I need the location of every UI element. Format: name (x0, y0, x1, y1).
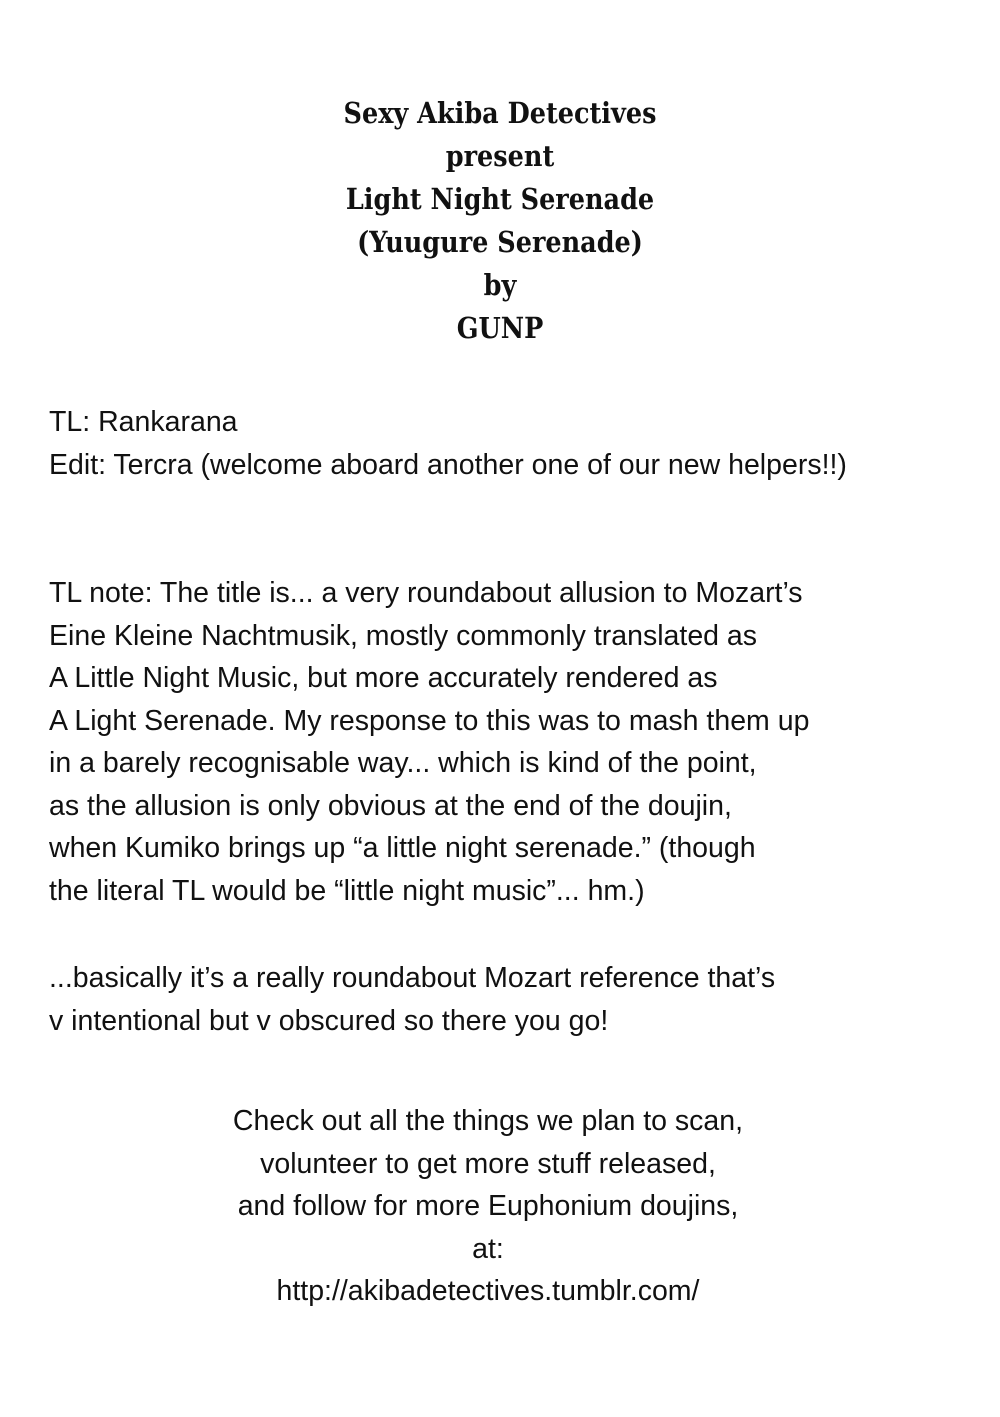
tl-note-line: Eine Kleine Nachtmusik, mostly commonly translated as (49, 619, 758, 652)
footer-line: volunteer to get more stuff released, (260, 1147, 716, 1180)
original-title: (Yuugure Serenade) (357, 225, 643, 259)
footer-line: at: (472, 1232, 504, 1265)
tl-note-line: in a barely recognisable way... which is kind of the point, (49, 747, 757, 779)
summary-line: ...basically it’s a really roundabout Mozart reference that’s (49, 962, 776, 994)
present-line: present (445, 139, 555, 173)
doujin-title: Light Night Serenade (345, 182, 655, 216)
tl-note-line: as the allusion is only obvious at the end of the doujin, (49, 789, 732, 822)
footer-line: Check out all the things we plan to scan, (232, 1105, 744, 1137)
credits-block (49, 401, 989, 486)
tl-note-line: TL note: The title is... a very roundabout allusion to Mozart’s (49, 577, 803, 609)
group-name: Sexy Akiba Detectives (343, 96, 657, 130)
tl-note-line: A Little Night Music, but more accurately rendered as (49, 662, 718, 694)
author-name: GUNP (456, 311, 544, 345)
summary-paragraph (49, 957, 989, 1042)
tumblr-link: http://akibadetectives.tumblr.com/ (276, 1275, 700, 1307)
footer-line: and follow for more Euphonium doujins, (237, 1190, 739, 1222)
tl-note-line: A Light Serenade. My response to this was to mash them up (49, 704, 810, 737)
tl-note-line: the literal TL would be “little night music”... hm.) (49, 874, 645, 907)
title-block (60, 92, 940, 350)
by-line: by (483, 268, 517, 302)
editor-credit: Edit: Tercra (welcome aboard another one of our new helpers!!) (49, 448, 847, 481)
footer-block (0, 1100, 976, 1313)
tl-note-line: when Kumiko brings up “a little night serenade.” (though (49, 832, 756, 864)
translator-credit: TL: Rankarana (49, 406, 238, 438)
tl-note-paragraph (49, 572, 989, 912)
summary-line: v intentional but v obscured so there you go! (49, 1004, 609, 1037)
